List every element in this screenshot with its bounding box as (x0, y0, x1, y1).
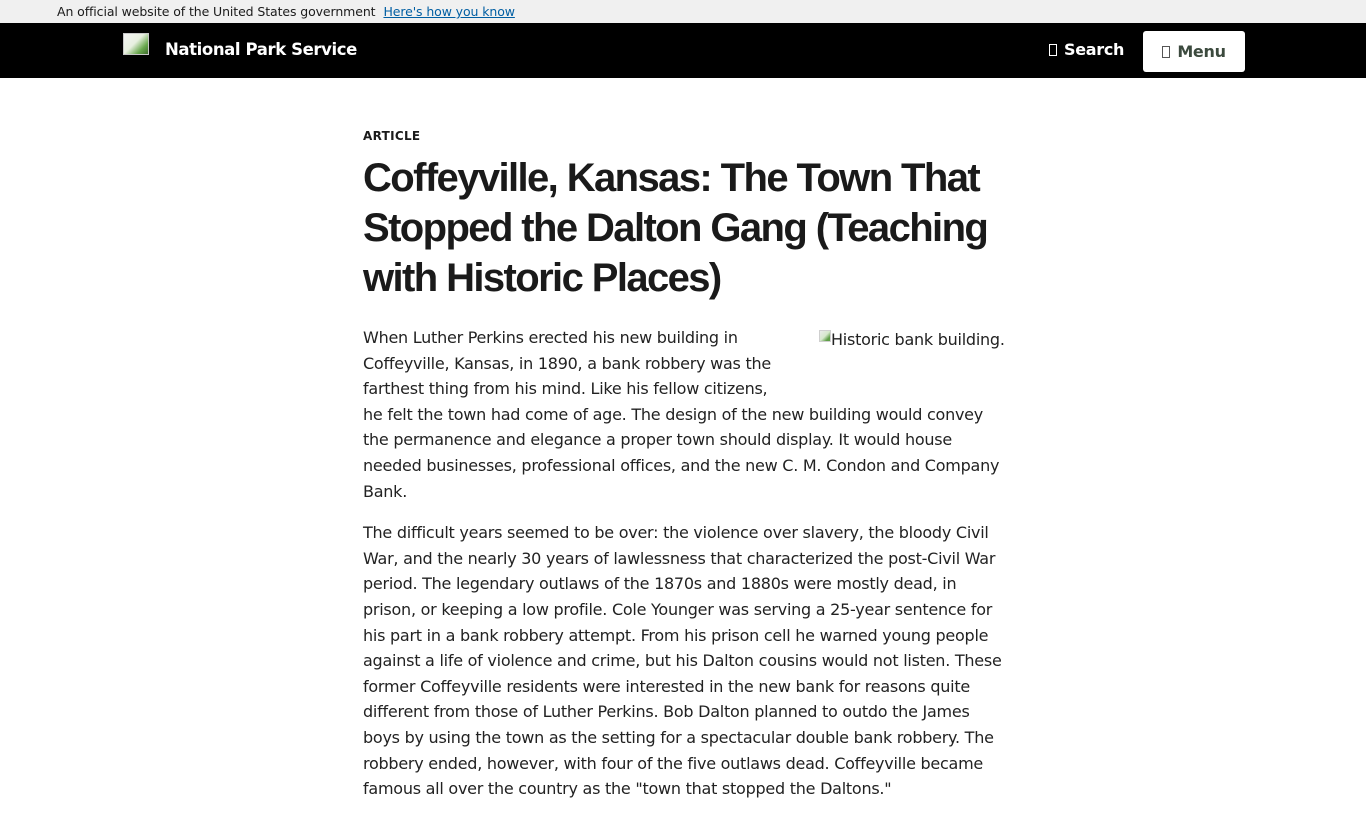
menu-icon (1162, 46, 1170, 58)
article-paragraph: When Luther Perkins erected his new building in Coffeyville, Kansas, in 1890, a bank robbery was the farthest thing from his mind. Like his fellow citizens, he felt the town had come of age. The design of the new building would convey the permanence and elegance a proper town should display. It would house needed businesses, professional offices, and the new C. M. Condon and Company Bank. (363, 328, 1000, 501)
historic-bank-image (819, 327, 1003, 393)
menu-button[interactable] (1143, 31, 1245, 72)
search-button[interactable] (1049, 40, 1124, 59)
site-name-link[interactable]: National Park Service (165, 40, 357, 59)
article-body (363, 325, 1003, 802)
article-content (363, 78, 1003, 818)
page-title: Coffeyville, Kansas: The Town That Stopped the Dalton Gang (Teaching with Historic Places) (363, 156, 988, 300)
search-icon (1049, 44, 1057, 56)
article-eyebrow: ARTICLE (363, 129, 421, 143)
site-header (0, 23, 1366, 78)
nps-logo-icon[interactable] (123, 33, 149, 55)
gov-banner (0, 0, 1366, 23)
search-label: Search (1064, 40, 1125, 59)
image-alt-text: Historic bank building. (831, 330, 1005, 349)
heres-how-you-know-link[interactable]: Here's how you know (383, 4, 515, 19)
gov-banner-text: An official website of the United States government (57, 4, 376, 19)
article-paragraph: The difficult years seemed to be over: the violence over slavery, the bloody Civil War, and the nearly 30 years of lawlessness that characterized the post-Civil War period. The legendary outlaws of the 1870s and 1880s were mostly dead, in prison, or keeping a low profile. Cole Younger was serving a 25-year sentence for his part in a bank robbery attempt. From his prison cell he warned young people against a life of violence and crime, but his Dalton cousins would not listen. These former Coffeyville residents were interested in the new bank for reasons quite different from those of Luther Perkins. Bob Dalton planned to outdo the James boys by using the town as the setting for a spectacular double bank robbery. The robbery ended, however, with four of the five outlaws dead. Coffeyville became famous all over the country as the "town that stopped the Daltons." (363, 523, 1002, 799)
broken-image-icon (819, 330, 831, 342)
menu-label: Menu (1177, 42, 1226, 61)
